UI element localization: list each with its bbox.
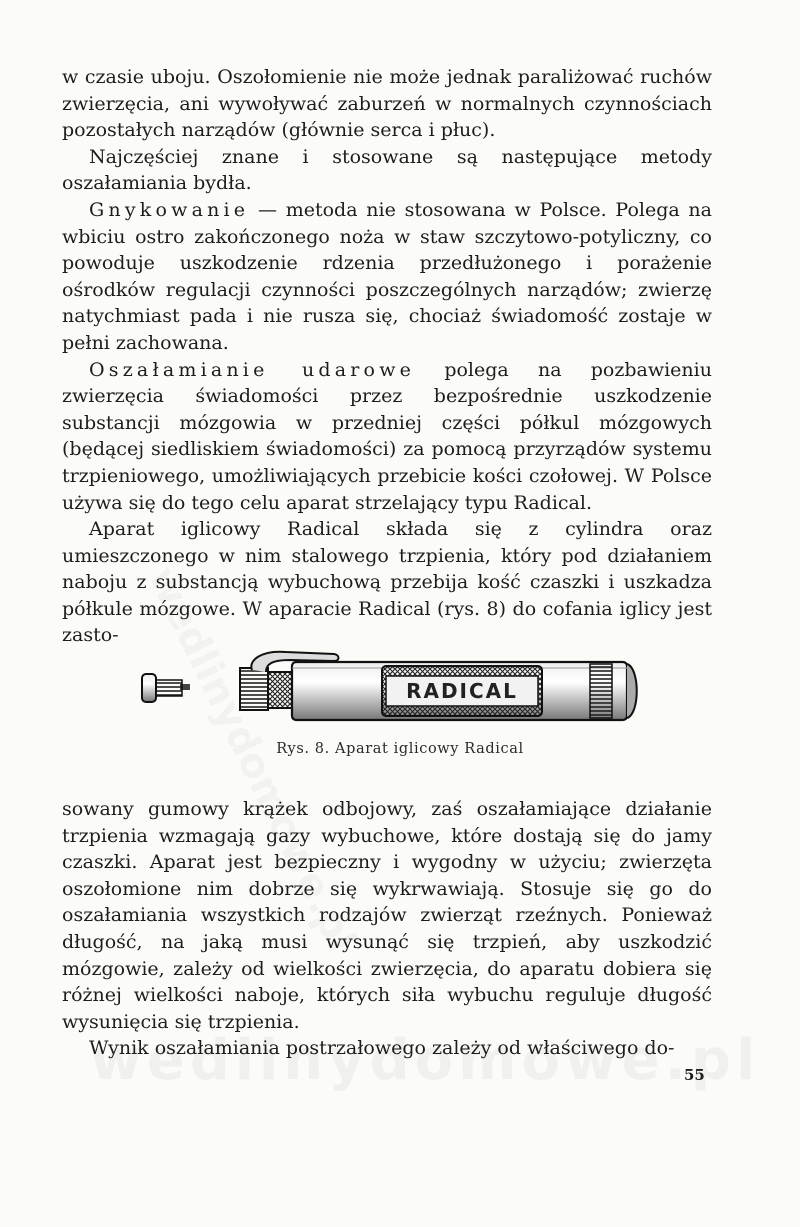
paragraph-6: sowany gumowy krążek odbojowy, zaś oszałamiające działanie trzpienia wzmagają gazy wybuchowe, które dostają się do jamy czaszki. Aparat jest bezpieczny i wygodny w użyciu; zwierzęta oszołomione nim dobrze się wykrwawiają. Stosuje się go do oszałamiania wszystkich rodzajów zwierząt rzeźnych. Ponieważ długość, na jaką musi wysunąć się trzpień, aby uszkodzić mózgowie, zależy od wielkości zwierzęcia, do aparatu dobiera się różnej wielkości naboje, których siła wybuchu reguluje długość wysunięcia się trzpienia.	[62, 798, 712, 1033]
paragraph-5: Aparat iglicowy Radical składa się z cylindra oraz umieszczonego w nim stalowego trzpienia, który pod działaniem naboju z substancją wybuchową przebija kość czaszki i uszkadza półkule mózgowe. W aparacie Radical (rys. 8) do cofania iglicy jest zasto-	[62, 518, 712, 647]
term-oszalamianie-udarowe: Oszałamianie udarowe	[89, 358, 416, 381]
paragraph-3	[62, 197, 712, 357]
term-gnykowanie: Gnykowanie	[89, 198, 250, 221]
paragraph-2: Najczęściej znane i stosowane są następujące metody oszałamiania bydła.	[62, 145, 712, 195]
page-number: 55	[684, 1066, 705, 1084]
device-label: RADICAL	[406, 679, 518, 703]
paragraph-7: Wynik oszałamiania postrzałowego zależy od właściwego do-	[89, 1037, 675, 1060]
figure-caption: Rys. 8. Aparat iglicowy Radical	[276, 741, 524, 757]
paragraph-4-body: polega na pozbawieniu zwierzęcia świadomości przez bezpośrednie uszkodzenie substancji mózgowia w przedniej części półkul mózgowych (będącej siedliskiem świadomości) za pomocą przyrządów systemu trzpieniowego, umożliwiających przebicie kości czołowej. W Polsce używa się do tego celu aparat strzelający typu Radical.	[62, 358, 712, 514]
paragraph-1: w czasie uboju. Oszołomienie nie może jednak paraliżować ruchów zwierzęcia, ani wywoływać zaburzeń w normalnych czynnościach pozostałych narządów (głównie serca i płuc).	[62, 66, 712, 142]
figure-radical	[120, 634, 680, 764]
paragraph-4	[62, 357, 712, 517]
watermark-bottom	[90, 1028, 710, 1093]
text-block-top	[62, 64, 712, 649]
radical-device-illustration	[120, 634, 680, 734]
text-block-bottom	[62, 796, 712, 1062]
paragraph-3-body: — metoda nie stosowana w Polsce. Polega na wbiciu ostro zakończonego noża w staw szczytowo-potyliczny, co powoduje uszkodzenie rdzenia przedłużonego i porażenie ośrodków regulacji czynności poszczególnych narządów; zwierzę natychmiast pada i nie rusza się, chociaż świadomość zostaje w pełni zachowana.	[62, 198, 712, 354]
